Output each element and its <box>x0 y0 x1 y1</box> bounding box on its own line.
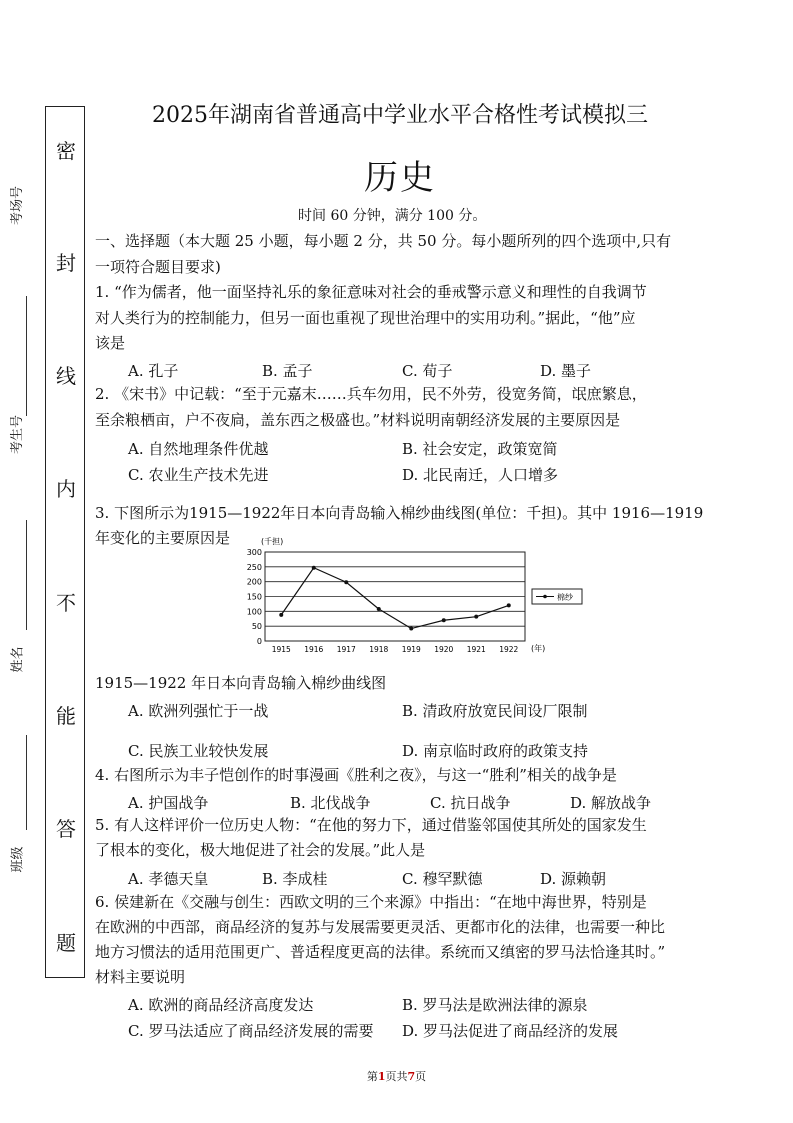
x-tick-label: 1915 <box>271 645 291 654</box>
x-tick-label: 1916 <box>304 645 324 654</box>
x-tick-label: 1922 <box>499 645 519 654</box>
current-page-number: 1 <box>377 1070 386 1083</box>
chart-grid <box>265 552 525 641</box>
question-4-text: 4. 右图所示为丰子恺创作的时事漫画《胜利之夜》，与这一“胜利”相关的战争是 <box>95 766 617 784</box>
y-tick-label: 200 <box>246 577 262 587</box>
candidate-number-line <box>26 520 27 630</box>
x-axis-label: (年) <box>531 644 546 653</box>
x-tick-label: 1919 <box>401 645 421 654</box>
seal-char: 线 <box>56 364 76 388</box>
x-tick-label: 1918 <box>369 645 389 654</box>
question-6-text: 在欧洲的中西部，商品经济的复苏与发展需要更灵活、更都市化的法律，也需要一种比 <box>95 918 666 936</box>
seal-char: 封 <box>56 251 76 275</box>
y-axis-label: (千担) <box>261 537 284 546</box>
q1-option-d[interactable]: D. 墨子 <box>540 362 592 380</box>
q4-option-b[interactable]: B. 北伐战争 <box>290 794 371 812</box>
chart-caption: 1915—1922 年日本向青岛输入棉纱曲线图 <box>95 674 387 692</box>
q4-option-d[interactable]: D. 解放战争 <box>570 794 652 812</box>
question-6-text: 地方习惯法的适用范围更广、普适程度更高的法律。系统而又缜密的罗马法恰逢其时。” <box>95 943 666 961</box>
seal-char: 密 <box>56 139 76 163</box>
question-1-text: 1. “作为儒者，他一面坚持礼乐的象征意味对社会的垂戒警示意义和理性的自我调节 <box>95 283 647 301</box>
q1-option-a[interactable]: A. 孔子 <box>128 362 179 380</box>
x-tick-label: 1920 <box>434 645 454 654</box>
seal-char: 答 <box>56 817 76 841</box>
section-heading: 一、选择题（本大题 25 小题，每小题 2 分，共 50 分。每小题所列的四个选项中,只有 <box>95 232 672 250</box>
y-tick-label: 250 <box>246 562 262 572</box>
class-label: 班级 <box>10 846 26 873</box>
question-3-text: 年变化的主要原因是 <box>95 529 231 547</box>
x-axis-ticks <box>272 645 519 654</box>
cotton-yarn-line-chart <box>225 532 585 660</box>
legend-marker <box>543 595 547 599</box>
candidate-number-label: 考生号 <box>10 414 26 455</box>
y-axis-ticks <box>247 548 262 646</box>
q3-option-a[interactable]: A. 欧洲列强忙于一战 <box>128 702 269 720</box>
q5-option-d[interactable]: D. 源赖朝 <box>540 870 607 888</box>
data-point <box>377 607 381 611</box>
question-5-text: 5. 有人这样评价一位历史人物：“在他的努力下，通过借鉴邻国使其所处的国家发生 <box>95 816 647 834</box>
y-tick-label: 150 <box>246 592 262 602</box>
name-label: 姓名 <box>10 646 26 673</box>
q2-option-d[interactable]: D. 北民南迁，人口增多 <box>402 466 559 484</box>
x-tick-label: 1917 <box>336 645 356 654</box>
q1-option-c[interactable]: C. 荀子 <box>402 362 453 380</box>
total-pages-number: 7 <box>407 1070 416 1083</box>
name-line <box>26 735 27 830</box>
q4-option-c[interactable]: C. 抗日战争 <box>430 794 511 812</box>
question-1-text: 对人类行为的控制能力，但另一面也重视了现世治理中的实用功利。”据此，“他”应 <box>95 309 636 327</box>
data-point <box>312 566 316 570</box>
data-point <box>442 618 446 622</box>
exam-title: 2025年湖南省普通高中学业水平合格性考试模拟三 <box>152 103 648 128</box>
y-tick-label: 100 <box>246 607 262 617</box>
exam-info: 时间 60 分钟，满分 100 分。 <box>298 208 487 224</box>
q5-option-a[interactable]: A. 孝德天皇 <box>128 870 209 888</box>
q6-option-d[interactable]: D. 罗马法促进了商品经济的发展 <box>402 1022 619 1040</box>
y-tick-label: 50 <box>251 622 262 632</box>
question-6-text: 6. 侯建新在《交融与创生：西欧文明的三个来源》中指出：“在地中海世界，特别是 <box>95 893 647 911</box>
subject-title: 历史 <box>364 158 436 198</box>
q3-option-c[interactable]: C. 民族工业较快发展 <box>128 742 269 760</box>
q5-option-b[interactable]: B. 李成桂 <box>262 870 328 888</box>
section-heading-cont: 一项符合题目要求) <box>95 258 221 276</box>
data-point <box>344 580 348 584</box>
q1-option-b[interactable]: B. 孟子 <box>262 362 313 380</box>
exam-room-label: 考场号 <box>10 185 26 226</box>
question-2-text: 至余粮栖亩，户不夜扃，盖东西之极盛也。”材料说明南朝经济发展的主要原因是 <box>95 411 621 429</box>
q5-option-c[interactable]: C. 穆罕默德 <box>402 870 483 888</box>
footer-mid: 页共 <box>385 1070 408 1083</box>
question-5-text: 了根本的变化，极大地促进了社会的发展。”此人是 <box>95 841 426 859</box>
page-footer <box>0 1068 793 1084</box>
question-1-text: 该是 <box>95 334 126 352</box>
question-6-text: 材料主要说明 <box>95 968 186 986</box>
y-tick-label: 300 <box>246 548 262 557</box>
footer-suffix: 页 <box>415 1070 427 1083</box>
q6-option-a[interactable]: A. 欧洲的商品经济高度发达 <box>128 996 314 1014</box>
seal-char: 题 <box>56 931 76 955</box>
binding-box <box>45 106 85 978</box>
q2-option-b[interactable]: B. 社会安定，政策宽简 <box>402 440 558 458</box>
series-line <box>281 568 509 629</box>
data-point <box>474 615 478 619</box>
data-point <box>409 627 413 631</box>
q3-option-b[interactable]: B. 清政府放宽民间设厂限制 <box>402 702 588 720</box>
x-tick-label: 1921 <box>466 645 486 654</box>
q2-option-c[interactable]: C. 农业生产技术先进 <box>128 466 269 484</box>
chart-series <box>279 566 511 631</box>
q2-option-a[interactable]: A. 自然地理条件优越 <box>128 440 269 458</box>
seal-char: 能 <box>56 704 76 728</box>
question-3-text: 3. 下图所示为1915—1922年日本向青岛输入棉纱曲线图(单位：千担)。其中 1916—1919 <box>95 504 704 522</box>
footer-prefix: 第 <box>366 1070 378 1083</box>
q6-option-c[interactable]: C. 罗马法适应了商品经济发展的需要 <box>128 1022 374 1040</box>
q4-option-a[interactable]: A. 护国战争 <box>128 794 209 812</box>
data-point <box>279 613 283 617</box>
seal-char: 内 <box>56 477 76 501</box>
seal-char: 不 <box>56 591 76 615</box>
question-2-text: 2. 《宋书》中记载：“至于元嘉末……兵车勿用，民不外劳，役宽务简，氓庶繁息， <box>95 385 647 403</box>
y-tick-label: 0 <box>256 637 262 646</box>
legend-label: 棉纱 <box>557 593 573 602</box>
q6-option-b[interactable]: B. 罗马法是欧洲法律的源泉 <box>402 996 588 1014</box>
data-point <box>507 603 511 607</box>
exam-room-line <box>26 296 27 416</box>
chart-legend <box>532 589 582 604</box>
q3-option-d[interactable]: D. 南京临时政府的政策支持 <box>402 742 589 760</box>
